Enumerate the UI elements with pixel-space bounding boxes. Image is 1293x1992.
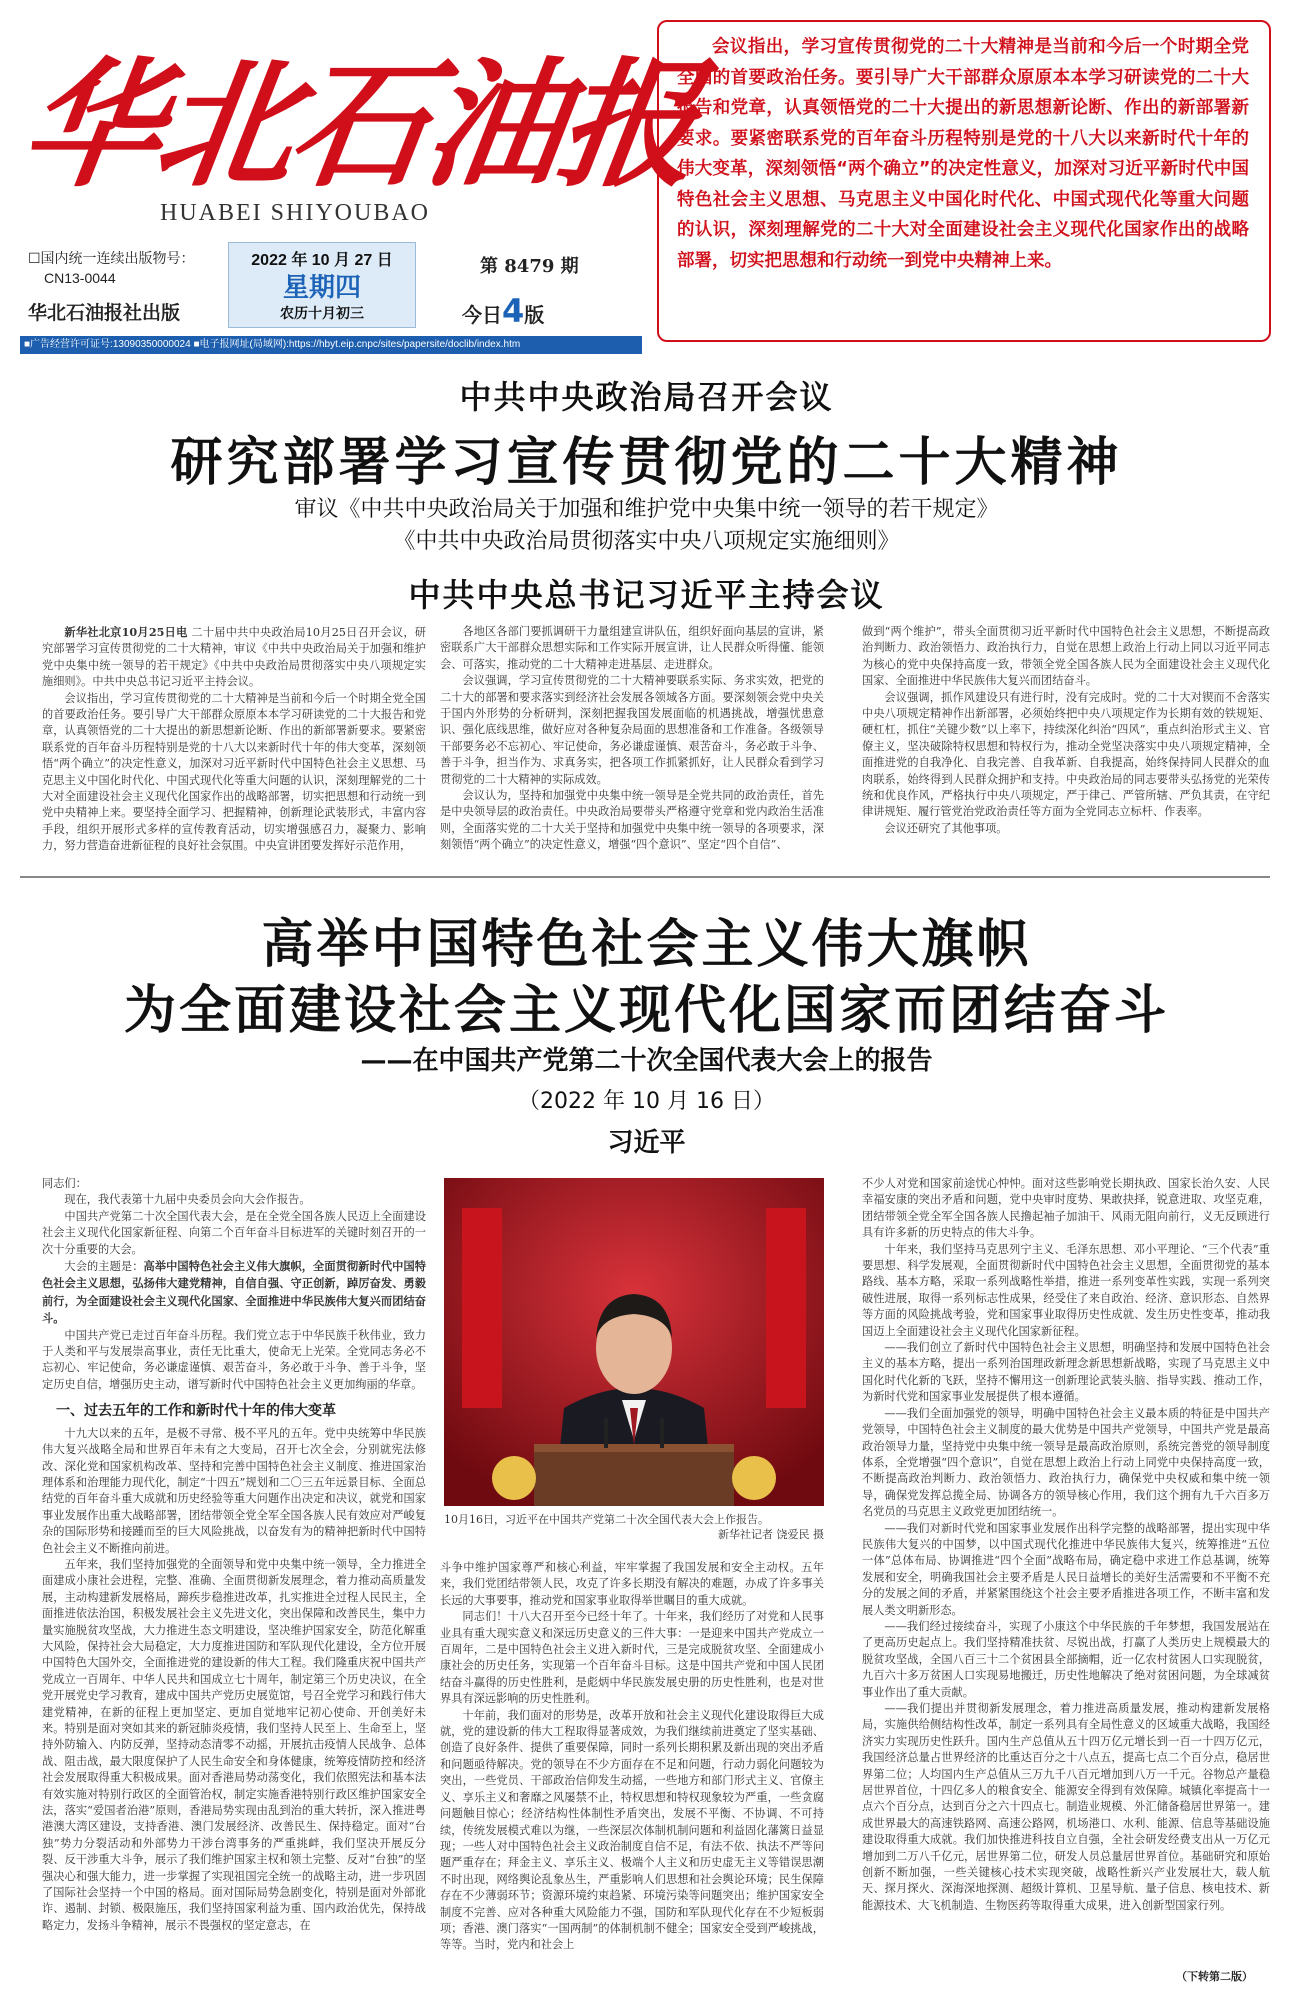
date-box xyxy=(228,242,416,328)
license-bar: ■广告经营许可证号:13090350000024 ■电子报网址(局域网):https://hbyt.eip.cnpc/sites/papersite/doclib/index.htm xyxy=(20,336,642,354)
article2-column-1 xyxy=(42,1176,426,1966)
page-count-number: 4 xyxy=(502,292,525,330)
paragraph: 会议还研究了其他事项。 xyxy=(884,821,1008,835)
paragraph: ——我们创立了新时代中国特色社会主义思想，明确坚持和发展中国特色社会主义的基本方略，提出一系列治国理政新理念新思想新战略，实现了马克思主义中国化时代化新的飞跃，坚持不懈用这一创新理论武装头脑、指导实践、推动工作，为新时代党和国家事业发展提供了根本遵循。 xyxy=(862,1341,1270,1404)
newspaper-logo: 华北石油报 xyxy=(12,43,706,206)
article2-column-3 xyxy=(862,1176,1270,1966)
section-divider xyxy=(20,876,1270,878)
article2-headline-line1: 高举中国特色社会主义伟大旗帜 xyxy=(261,915,1032,975)
article2-author: 习近平 xyxy=(607,1128,686,1158)
publisher-name: 华北石油报社出版 xyxy=(28,302,181,324)
quote-box xyxy=(657,20,1271,342)
issue-number: 第 8479 期 xyxy=(480,256,579,277)
speaker-photo-illustration xyxy=(444,1178,824,1506)
issue-date: 2022 年 10 月 27 日 xyxy=(251,252,393,269)
paragraph: ——我们经过接续奋斗，实现了小康这个中华民族的千年梦想，我国发展站在了更高历史起点上。我们坚持精准扶贫、尽锐出战，打赢了人类历史上规模最大的脱贫攻坚战，全国八百三十二个贫困县全部摘帽，近一亿农村贫困人口实现脱贫，九百六十多万贫困人口实现易地搬迁，历史性地解决了绝对贫困问题，为全球减贫事业作出了重大贡献。 xyxy=(862,1619,1270,1699)
paragraph: ——我们对新时代党和国家事业发展作出科学完整的战略部署，提出实现中华民族伟大复兴的中国梦，以中国式现代化推进中华民族伟大复兴，统筹推进“五位一体”总体布局、协调推进“四个全面”战略布局，确定稳中求进工作总基调，统筹发展和安全，明确我国社会主要矛盾是人民日益增长的美好生活需要和不平衡不充分的发展之间的矛盾，并紧紧围绕这个社会主要矛盾推进各项工作，不断丰富和发展人类文明新形态。 xyxy=(862,1521,1270,1617)
theme-text: 高举中国特色社会主义伟大旗帜，全面贯彻新时代中国特色社会主义思想，弘扬伟大建党精神，自信自强、守正创新，踔厉奋发、勇毅前行，为全面建设社会主义现代化国家、全面推进中华民族伟大复兴而团结奋斗。 xyxy=(42,1259,426,1326)
quote-text: 会议指出，学习宣传贯彻党的二十大精神是当前和今后一个时期全党全国的首要政治任务。要引导广大干部群众原原本本学习研读党的二十大报告和党章，认真领悟党的二十大提出的新思想新论断、作出的新部署新要求。要紧密联系党的百年奋斗历程特别是党的十八大以来新时代十年的伟大变革，深刻领悟“两个确立”的决定性意义，加深对习近平新时代中国特色社会主义思想、马克思主义中国化时代化、中国式现代化等重大问题的认识，深刻理解党的二十大对全面建设社会主义现代化国家作出的战略部署，切实把思想和行动统一到党中央精神上来。 xyxy=(677,37,1249,271)
photo-credit: 新华社记者 饶爱民 摄 xyxy=(718,1528,824,1541)
paragraph: 十九大以来的五年，是极不寻常、极不平凡的五年。党中央统筹中华民族伟大复兴战略全局和世界百年未有之大变局，召开七次全会，分别就宪法修改、深化党和国家机构改革、坚持和完善中国特色社会主义制度、推进国家治理体系和治理能力现代化，制定“十四五”规划和二〇三五年远景目标、全面总结党的百年奋斗重大成就和历史经验等重大问题作出决定和决议，就党和国家事业发展作出重大战略部署，团结带领全党全军全国各族人民有效应对严峻复杂的国际形势和接踵而至的巨大风险挑战，以奋发有为的精神把新时代中国特色社会主义不断推向前进。 xyxy=(42,1426,426,1555)
issue-weekday: 星期四 xyxy=(282,273,361,303)
photo-caption-text: 10月16日，习近平在中国共产党第二十次全国代表大会上作报告。 xyxy=(444,1513,769,1526)
article2-date: （2022 年 10 月 16 日） xyxy=(518,1089,775,1114)
paragraph: 不少人对党和国家前途忧心忡忡。面对这些影响党长期执政、国家长治久安、人民幸福安康的突出矛盾和问题，党中央审时度势、果敢抉择，锐意进取、攻坚克难，团结带领全党全军全国各族人民撸起袖子加油干、风雨无阻向前行，义无反顾进行具有许多新的历史特点的伟大斗争。 xyxy=(862,1177,1270,1240)
paragraph: ——我们全面加强党的领导，明确中国特色社会主义最本质的特征是中国共产党领导，中国特色社会主义制度的最大优势是中国共产党领导，中国共产党是最高政治领导力量，坚持党中央集中统一领导是最高政治原则，系统完善党的领导制度体系，全党增强“四个意识”，自觉在思想上政治上行动上同党中央保持高度一致，不断提高政治判断力、政治领悟力、政治执行力，确保党中央权威和集中统一领导，确保党发挥总揽全局、协调各方的领导核心作用，我们这个拥有九千六百多万名党员的马克思主义政党更加团结统一。 xyxy=(862,1406,1270,1519)
paragraph: 会议认为，坚持和加强党中央集中统一领导是全党共同的政治责任，首先是中央领导层的政治责任。中央政治局要带头严格遵守党章和党内政治生活准则，全面落实党的二十大关于坚持和加强党中央集中统一领导的各项要求，深刻领悟“两个确立”的决定性意义，增强“四个意识”、坚定“四个自信”、 xyxy=(440,789,824,852)
article1-headline: 研究部署学习宣传贯彻党的二十大精神 xyxy=(170,433,1123,493)
paragraph: 现在，我代表第十九届中央委员会向大会作报告。 xyxy=(64,1193,311,1207)
article1-column-2 xyxy=(440,624,824,862)
salutation: 同志们： xyxy=(42,1177,87,1190)
page-count-prefix: 今日 xyxy=(462,303,502,327)
page-count xyxy=(462,292,544,330)
logo-pinyin: HUABEI SHIYOUBAO xyxy=(160,200,430,226)
paragraph-text: 二十届中共中央政治局10月25日召开会议，研究部署学习宣传贯彻党的二十大精神，审议《中共中央政治局关于加强和维护党中央集中统一领导的若干规定》《中共中央政治局贯彻落实中央八项规定实施细则》。中共中央总书记习近平主持会议。 xyxy=(42,626,426,689)
publication-number: CN13-0044 xyxy=(44,270,116,286)
continued-notice: （下转第二版） xyxy=(1176,1970,1253,1983)
paragraph: 斗争中维护国家尊严和核心利益，牢牢掌握了我国发展和安全主动权。五年来，我们党团结带领人民，攻克了许多长期没有解决的难题，办成了许多事关长远的大事要事，推动党和国家事业取得举世瞩目的重大成就。 xyxy=(440,1561,824,1607)
paragraph: 做到“两个维护”，带头全面贯彻习近平新时代中国特色社会主义思想，不断提高政治判断力、政治领悟力、政治执行力，自觉在思想上政治上行动上同以习近平同志为核心的党中央保持高度一致，带领全党全国各族人民为全面建设社会主义现代化国家、全面推进中华民族伟大复兴而团结奋斗。 xyxy=(862,625,1270,688)
theme-label: 大会的主题是： xyxy=(64,1260,144,1274)
paragraph: 各地区各部门要抓调研干力量组建宣讲队伍，组织好面向基层的宣讲，紧密联系广大干部群众思想实际和工作实际开展宣讲，让人民群众听得懂、能领会、可落实，推动党的二十大精神走进基层、走进群众。 xyxy=(440,625,824,671)
photo-caption xyxy=(444,1512,824,1542)
lunar-date: 农历十月初三 xyxy=(280,306,364,322)
article2-column-2 xyxy=(440,1560,824,1966)
paragraph: 同志们！十八大召开至今已经十年了。十年来，我们经历了对党和人民事业具有重大现实意义和深远历史意义的三件大事：一是迎来中国共产党成立一百周年，二是中国特色社会主义进入新时代，三是完成脱贫攻坚、全面建成小康社会的历史任务，实现第一个百年奋斗目标。这是中国共产党和中国人民团结奋斗赢得的历史性胜利，是彪炳中华民族发展史册的历史性胜利，也是对世界具有深远影响的历史性胜利。 xyxy=(440,1610,824,1706)
dateline: 新华社北京10月25日电 xyxy=(64,625,188,639)
article1-subhead-1: 审议《中共中央政治局关于加强和维护党中央集中统一领导的若干规定》 xyxy=(294,497,999,522)
speaker-photo xyxy=(444,1178,824,1506)
publication-number-label: ☐国内统一连续出版物号： xyxy=(28,250,195,266)
article1-subhead-2: 《中共中央政治局贯彻落实中央八项规定实施细则》 xyxy=(393,529,900,554)
paragraph: 十年来，我们坚持马克思列宁主义、毛泽东思想、邓小平理论、“三个代表”重要思想、科学发展观，全面贯彻新时代中国特色社会主义思想，全面贯彻党的基本路线、基本方略，采取一系列战略性举措，推进一系列变革性实践，实现一系列突破性进展，取得一系列标志性成果，经受住了来自政治、经济、意识形态、自然界等方面的风险挑战考验，党和国家事业取得历史性成就、发生历史性变革，推动我国迈上全面建设社会主义现代化国家新征程。 xyxy=(862,1242,1270,1338)
article1-column-3 xyxy=(862,624,1270,862)
article2-headline-line2: 为全面建设社会主义现代化国家而团结奋斗 xyxy=(123,981,1169,1041)
section-heading: 一、过去五年的工作和新时代十年的伟大变革 xyxy=(56,1403,336,1420)
article1-column-1 xyxy=(42,624,426,862)
paragraph: 会议强调，学习宣传贯彻党的二十大精神要联系实际、务求实效，把党的二十大的部署和要求落实到经济社会发展各领域各方面。要深刻领会党中央关于国内外形势的分析研判，深刻把握我国发展面临的机遇挑战，增强忧患意识、强化底线思维，做好应对各种复杂局面的思想准备和工作准备。各级领导干部要务必不忘初心、牢记使命，务必谦虚谨慎、艰苦奋斗，务必敢于斗争、善于斗争，担当作为、求真务实，把各项工作抓紧抓好，让人民群众看到学习贯彻党的二十大精神的实际成效。 xyxy=(440,674,824,786)
paragraph xyxy=(42,1258,426,1328)
article1-kicker: 中共中央政治局召开会议 xyxy=(459,378,834,416)
paragraph: 五年来，我们坚持加强党的全面领导和党中央集中统一领导，全力推进全面建成小康社会进程，完整、准确、全面贯彻新发展理念，着力推动高质量发展，主动构建新发展格局，蹄疾步稳推进改革，扎实推进全过程人民民主，全面推进依法治国，积极发展社会主义先进文化，突出保障和改善民生，集中力量实施脱贫攻坚战，大力推进生态文明建设，坚决维护国家安全，防范化解重大风险，保持社会大局稳定，大力度推进国防和军队现代化建设，全方位开展中国特色大国外交，全面推进党的建设新的伟大工程。我们隆重庆祝中国共产党成立一百周年、中华人民共和国成立七十周年，制定第三个历史决议，在全党开展党史学习教育，建成中国共产党历史展览馆，号召全党学习和践行伟大建党精神，在新的征程上更加坚定、更加自觉地牢记初心使命、开创美好未来。特别是面对突如其来的新冠肺炎疫情，我们坚持人民至上、生命至上，坚持外防输入、内防反弹，坚持动态清零不动摇，开展抗击疫情人民战争、总体战、阻击战，最大限度保护了人民生命安全和身体健康，统筹疫情防控和经济社会发展取得重大积极成果。面对香港局势动荡变化，我们依照宪法和基本法有效实施对特别行政区的全面管治权，制定实施香港特别行政区维护国家安全法，落实“爱国者治港”原则，香港局势实现由乱到治的重大转折，深入推进粤港澳大湾区建设，支持香港、澳门发展经济、改善民生、保持稳定。面对“台独”势力分裂活动和外部势力干涉台湾事务的严重挑衅，我们坚决开展反分裂、反干涉重大斗争，展示了我们维护国家主权和领土完整、反对“台独”的坚强决心和强大能力，进一步掌握了实现祖国完全统一的战略主动，进一步巩固了国际社会坚持一个中国的格局。面对国际局势急剧变化，特别是面对外部讹诈、遏制、封锁、极限施压，我们坚持国家利益为重、国内政治优先，保持战略定力，发扬斗争精神，展示不畏强权的坚定意志，在 xyxy=(42,1557,426,1932)
paragraph: ——我们提出并贯彻新发展理念，着力推进高质量发展，推动构建新发展格局，实施供给侧结构性改革，制定一系列具有全局性意义的区域重大战略，我国经济实力实现历史性跃升。国内生产总值从五十四万亿元增长到一百一十四万亿元，我国经济总量占世界经济的比重达百分之十八点五，提高七点二个百分点，稳居世界第二位；人均国内生产总值从三万九千八百元增加到八万一千元。谷物总产量稳居世界首位，十四亿多人的粮食安全、能源安全得到有效保障。城镇化率提高十一点六个百分点，达到百分之六十四点七。制造业规模、外汇储备稳居世界第一。建成世界最大的高速铁路网、高速公路网，机场港口、水利、能源、信息等基础设施建设取得重大成就。我们加快推进科技自立自强，全社会研发经费支出从一万亿元增加到二万八千亿元，居世界第二位，研发人员总量居世界首位。基础研究和原始创新不断加强，一些关键核心技术实现突破，战略性新兴产业发展壮大，载人航天、探月探火、深海深地探测、超级计算机、卫星导航、量子信息、核电技术、新能源技术、大飞机制造、生物医药等取得重大成果，进入创新型国家行列。 xyxy=(862,1702,1270,1912)
paragraph: 十年前，我们面对的形势是，改革开放和社会主义现代化建设取得巨大成就，党的建设新的伟大工程取得显著成效，为我们继续前进奠定了坚实基础、创造了良好条件、提供了重要保障，同时一系列长期积累及新出现的突出矛盾和问题亟待解决。党的领导在不少方面存在不足和问题，行动力弱化问题较为突出，一些党员、干部政治信仰发生动摇，一些地方和部门形式主义、官僚主义、享乐主义和奢靡之风屡禁不止，特权思想和特权现象较为严重，一些贪腐问题触目惊心；经济结构性体制性矛盾突出，发展不平衡、不协调、不可持续，传统发展模式难以为继，一些深层次体制机制问题和利益固化藩篱日益显现；一些人对中国特色社会主义政治制度自信不足，有法不依、执法不严等问题严重存在；拜金主义、享乐主义、极端个人主义和历史虚无主义等错误思潮不时出现，网络舆论乱象丛生，严重影响人们思想和社会舆论环境；民生保障存在不少薄弱环节；资源环境约束趋紧、环境污染等问题突出；维护国家安全制度不完善、应对各种重大风险能力不强，国防和军队现代化存在不少短板弱项；香港、澳门落实“一国两制”的体制机制不健全；国家安全受到严峻挑战，等等。当时，党内和社会上 xyxy=(440,1708,824,1952)
page-count-suffix: 版 xyxy=(524,303,545,327)
paragraph: 会议指出，学习宣传贯彻党的二十大精神是当前和今后一个时期全党全国的首要政治任务。要引导广大干部群众原原本本学习研读党的二十大报告和党章，认真领悟党的二十大提出的新思想新论断、作出的新部署新要求。要紧密联系党的百年奋斗历程特别是党的十八大以来新时代十年的伟大变革，深刻领悟“两个确立”的决定性意义，加深对习近平新时代中国特色社会主义思想、马克思主义中国化时代化、中国式现代化等重大问题的认识，深刻理解党的二十大对全面建设社会主义现代化国家作出的战略部署，切实把思想和行动统一到党中央精神上来。要坚持全面学习、把握精神，创新理论武装形式，丰富内容手段，组织开展形式多样的宣传教育活动，切实增强感召力，凝聚力、影响力，努力营造奋进新征程的良好社会氛围。中央宣讲团要发挥好示范作用， xyxy=(42,691,426,853)
article2-subtitle: ——在中国共产党第二十次全国代表大会上的报告 xyxy=(360,1046,933,1076)
paragraph: 会议强调，抓作风建设只有进行时，没有完成时。党的二十大对锲而不舍落实中央八项规定精神作出新部署，必须始终把中央八项规定作为长期有效的铁规矩、硬杠杠，抓住“关键少数”以上率下，持续深化纠治“四风”，重点纠治形式主义、官僚主义，坚决破除特权思想和特权行为，推动全党坚决落实中央八项规定精神，全面推进党的自我净化、自我完善、自我革新、自我提高，始终保持同人民群众的血肉联系，始终得到人民群众拥护和支持。中央政治局的同志要带头弘扬党的光荣传统和优良作风，严格执行中央八项规定，严于律己、严管所辖、严负其责，在守纪律讲规矩、履行管党治党政治责任等方面为全党同志立标杆、作表率。 xyxy=(862,690,1270,819)
paragraph xyxy=(42,624,426,691)
paragraph: 中国共产党第二十次全国代表大会，是在全党全国各族人民迈上全面建设社会主义现代化国家新征程、向第二个百年奋斗目标进军的关键时刻召开的一次十分重要的大会。 xyxy=(42,1209,426,1256)
article1-subhead-3: 中共中央总书记习近平主持会议 xyxy=(408,576,885,614)
paragraph: 中国共产党已走过百年奋斗历程。我们党立志于中华民族千秋伟业，致力于人类和平与发展崇高事业，责任无比重大，使命无上光荣。全党同志务必不忘初心、牢记使命，务必谦虚谨慎、艰苦奋斗，务必敢于斗争、善于斗争，坚定历史自信，增强历史主动，谱写新时代中国特色社会主义更加绚丽的华章。 xyxy=(42,1328,426,1391)
